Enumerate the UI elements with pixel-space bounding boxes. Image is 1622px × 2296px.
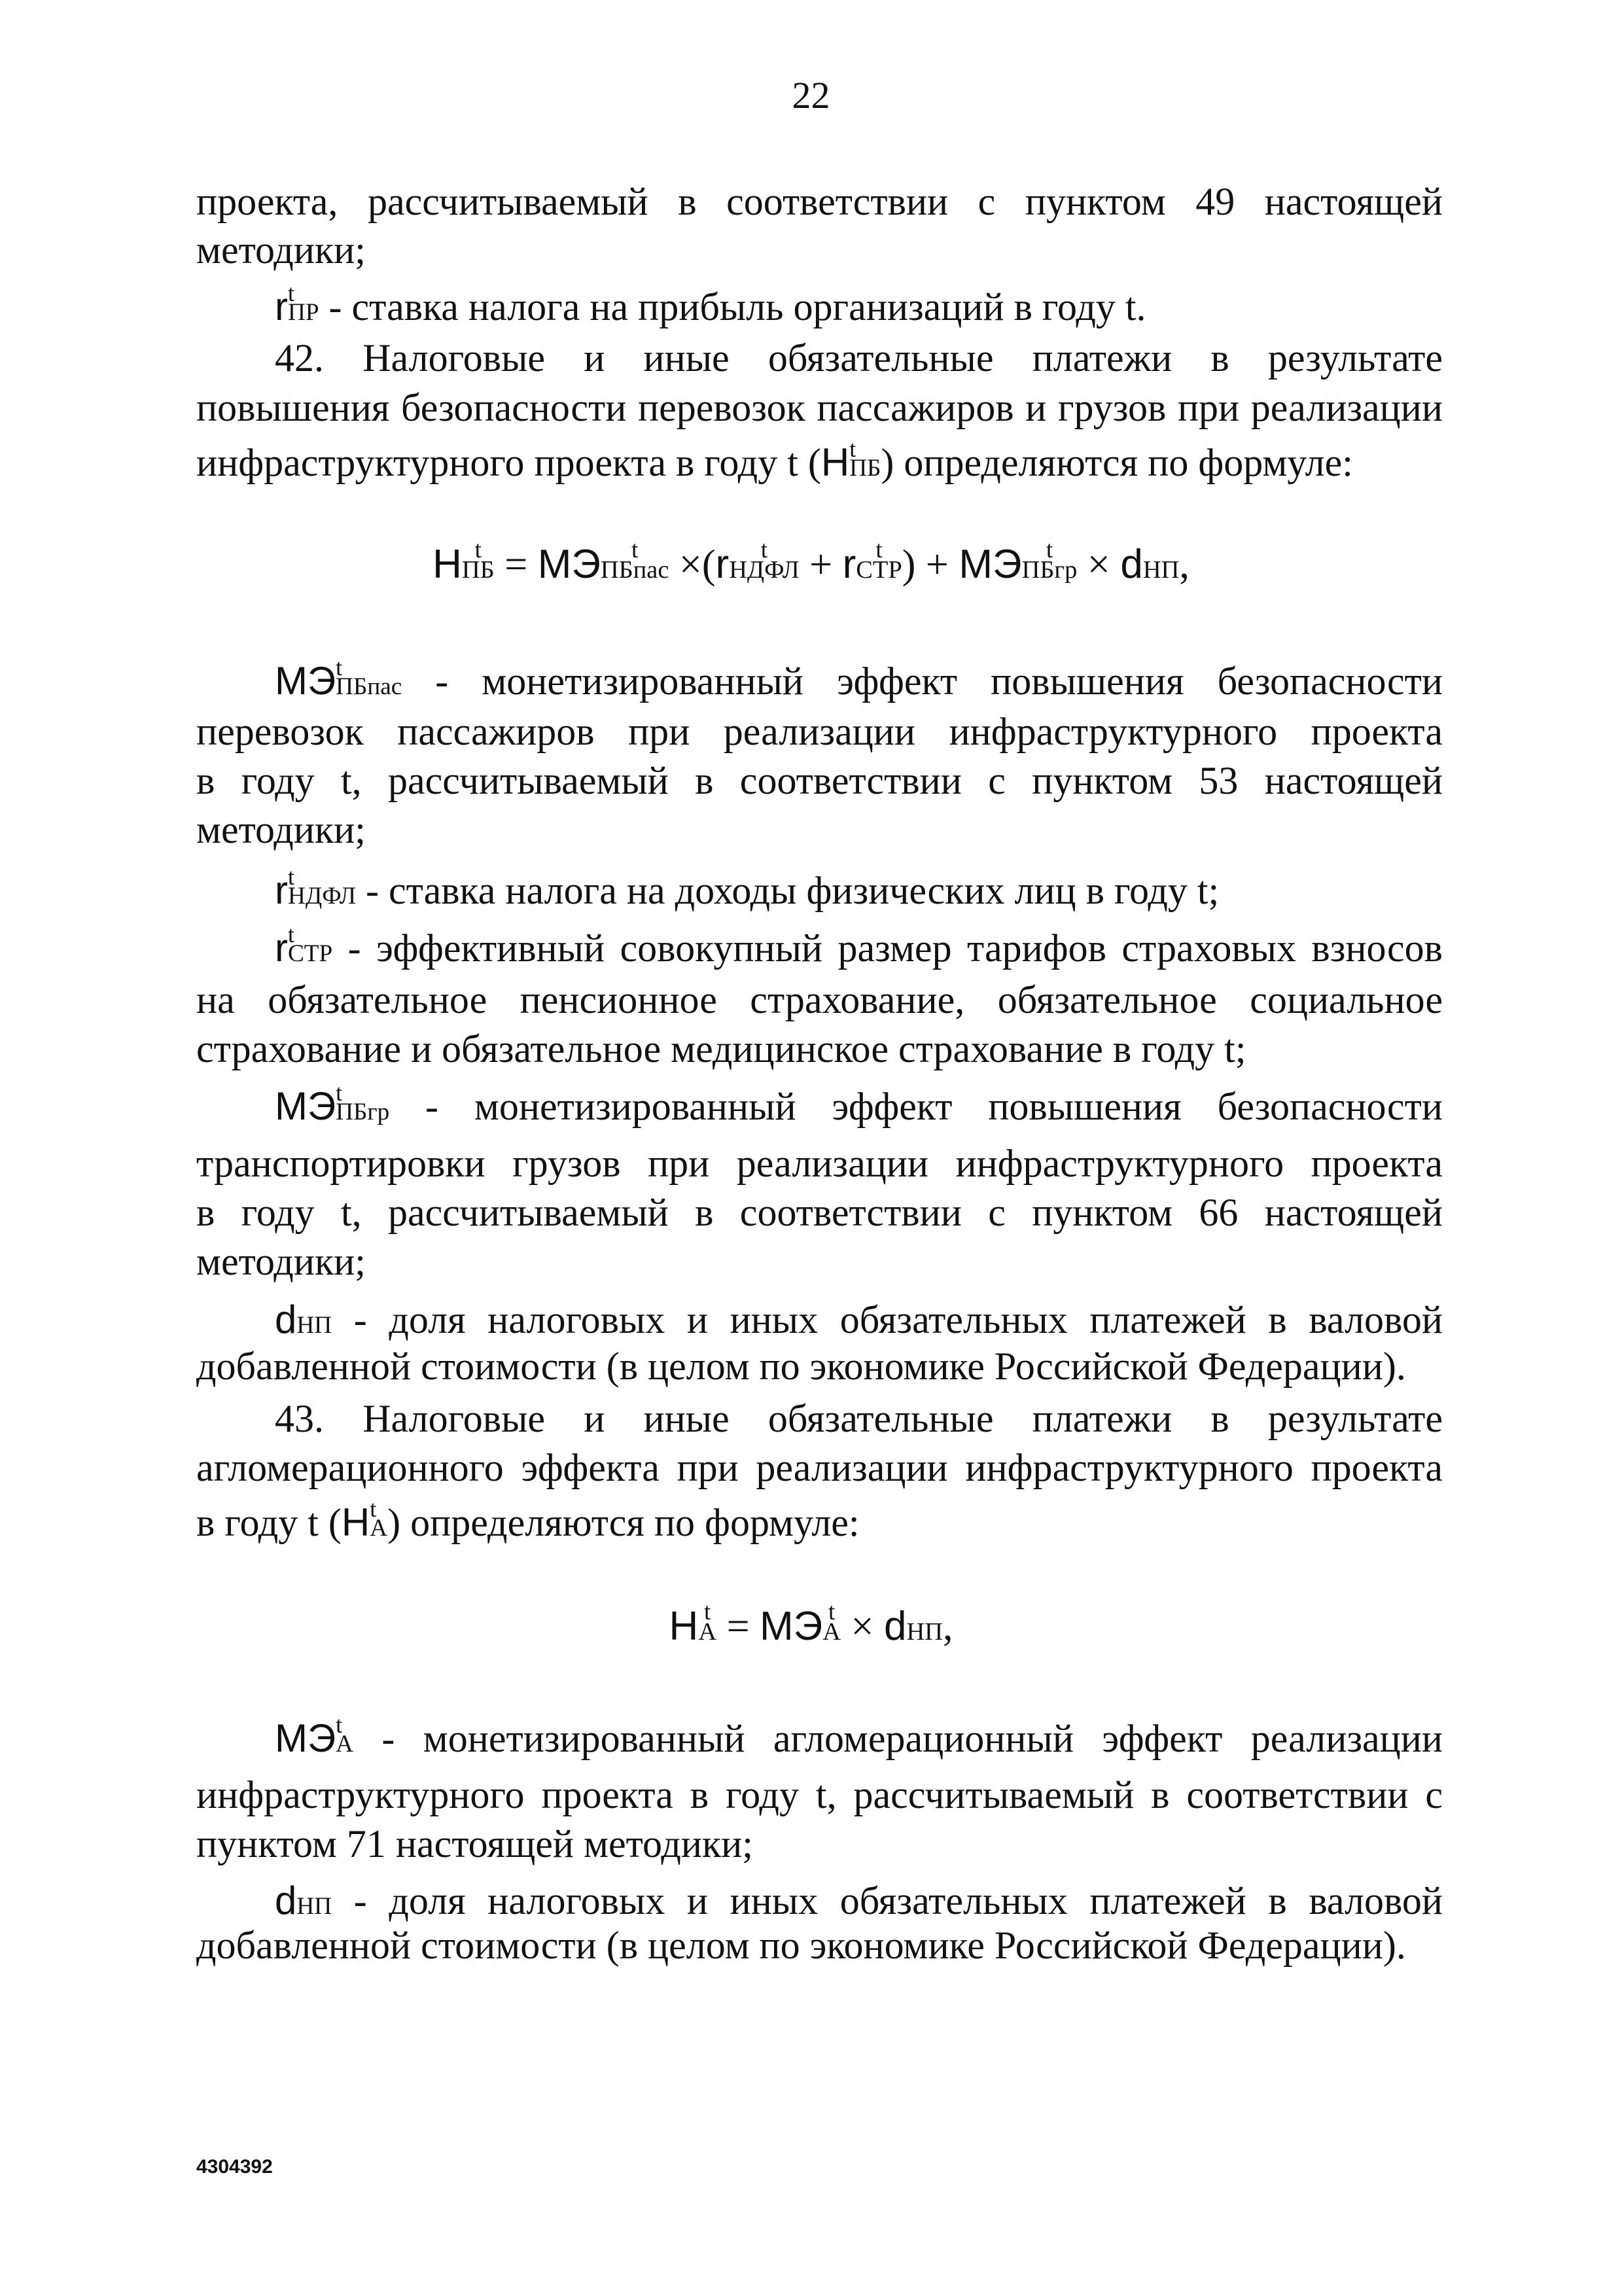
text-line: инфраструктурного проекта в году t (H t ПБ ) определяются по формуле: [196,436,1353,484]
definition-d-np-2: d НП - доля налоговых и иных обязательных платежей в валовой [275,1878,1443,1922]
text-line: транспортировки грузов при реализации инфраструктурного проекта [196,1142,1443,1185]
document-code: 4304392 [196,2156,273,2178]
text-line: повышения безопасности перевозок пассажиров и грузов при реализации [196,386,1443,429]
text-line: в году t, рассчитываемый в соответствии с пунктом 66 настоящей [196,1191,1443,1234]
definition-me-a: МЭ t А - монетизированный агломерационный эффект реализации [275,1712,1443,1760]
formula-h-pb: H t ПБ = МЭ t ПБпас ×(r t НДФЛ + r t СТР ) + МЭ t ПБгр × d НП , [432,537,1190,587]
text-line: добавленной стоимости (в целом по экономике Российской Федерации). [196,1924,1406,1967]
definition-d-np: d НП - доля налоговых и иных обязательных платежей в валовой [275,1297,1443,1341]
subscript-pr: ПР [287,298,319,326]
definition-me-pbgr: МЭ t ПБгр - монетизированный эффект повышения безопасности [275,1080,1443,1128]
text-line: на обязательное пенсионное страхование, обязательное социальное [196,978,1443,1021]
definition-text: - ставка налога на прибыль организаций в году t. [328,285,1146,328]
page-number: 22 [792,74,830,116]
text-line: агломерационного эффекта при реализации инфраструктурного проекта [196,1446,1443,1489]
text-line: в году t (H t А ) определяются по формуле: [196,1496,860,1544]
superscript-t: t [287,280,294,306]
text-line: в году t, рассчитываемый в соответствии с пунктом 53 настоящей [196,759,1443,802]
text-line: добавленной стоимости (в целом по экономике Российской Федерации). [196,1345,1406,1388]
text-line: инфраструктурного проекта в году t, рассчитываемый в соответствии с [196,1773,1443,1816]
text-line: 42. Налоговые и иные обязательные платежи в результате [275,336,1443,380]
formula-h-a: H t А = МЭ t А × d НП , [669,1598,953,1649]
text-line: пунктом 71 настоящей методики; [196,1822,753,1865]
text-line: методики; [196,808,366,851]
symbol-H: H [820,440,850,484]
definition-me-pbpas: МЭ t ПБпас - монетизированный эффект повышения безопасности [275,654,1443,703]
text-line: проекта, рассчитываемый в соответствии с пунктом 49 настоящей [196,180,1443,223]
definition-r-pr [275,281,1443,327]
text-line: методики; [196,228,366,272]
text-line: перевозок пассажиров при реализации инфраструктурного проекта [196,710,1443,753]
definition-r-str: r t СТР - эффективный совокупный размер тарифов страховых взносов [275,921,1443,970]
text-line: 43. Налоговые и иные обязательные платежи в результате [275,1397,1443,1440]
text-line: методики; [196,1240,366,1283]
definition-r-ndfl: r t НДФЛ - ставка налога на доходы физических лиц в году t; [275,864,1220,912]
text-line: страхование и обязательное медицинское страхование в году t; [196,1027,1246,1070]
symbol-r: r [275,284,288,328]
